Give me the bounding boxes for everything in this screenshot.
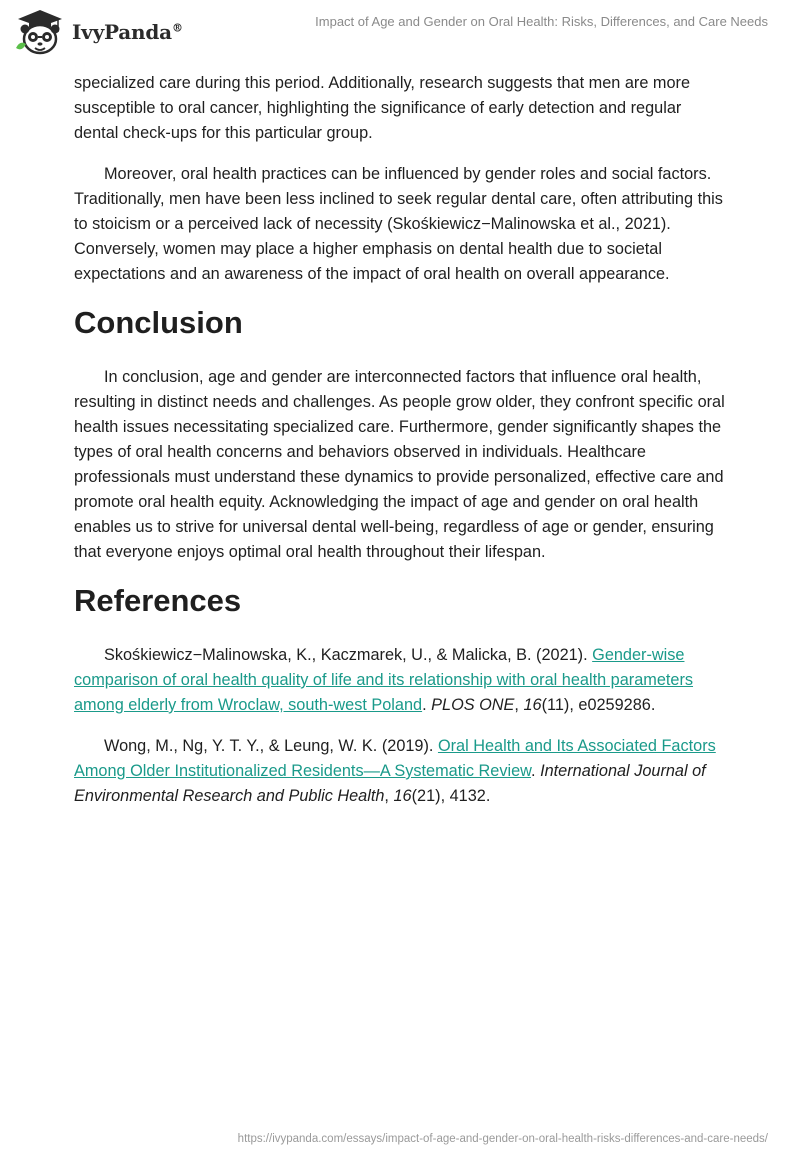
- footer-source-url[interactable]: https://ivypanda.com/essays/impact-of-age-and-gender-on-oral-health-risks-differences-and-care-needs/: [237, 1133, 768, 1145]
- reference-journal: International Journal of Environmental Research and Public Health: [74, 762, 706, 805]
- page-header: [0, 0, 800, 62]
- reference-punctuation: ,: [514, 696, 524, 714]
- conclusion-paragraph: In conclusion, age and gender are interconnected factors that influence oral health, resulting in distinct needs and challenges. As people grow older, they confront specific oral health issues necessitating specialized care. Furthermore, gender significantly shapes the types of oral health concerns and behaviors observed in individuals. Healthcare professionals must understand these dynamics to provide personalized, effective care and promote oral health equity. Acknowledging the impact of age and gender on oral health enables us to strive for universal dental well-being, regardless of age or gender, ensuring that everyone enjoys optimal oral health throughout their lifespan.: [74, 368, 725, 561]
- ivypanda-logo[interactable]: [14, 8, 183, 56]
- reference-punctuation: .: [422, 696, 432, 714]
- panda-graduate-icon: [14, 8, 66, 56]
- paragraph-continued: specialized care during this period. Additionally, research suggests that men are more susceptible to oral cancer, highlighting the significance of early detection and regular dental check-ups for this particular group.: [74, 74, 690, 142]
- reference-issue-pages: (11), e0259286.: [541, 696, 656, 714]
- brand-name: IvyPanda®: [72, 20, 183, 44]
- reference-title-link[interactable]: Gender-wise comparison of oral health quality of life and its relationship with oral health parameters among elderly from Wroclaw, south-west Poland: [74, 646, 694, 714]
- conclusion-heading: Conclusion: [74, 305, 243, 340]
- reference-volume: 16: [523, 696, 542, 714]
- reference-journal: PLOS ONE: [431, 696, 515, 714]
- reference-item: [74, 734, 726, 809]
- reference-item: [74, 643, 726, 718]
- reference-issue-pages: (21), 4132.: [411, 787, 491, 805]
- reference-title-link[interactable]: Oral Health and Its Associated Factors Among Older Institutionalized Residents—A Systematic Review: [74, 737, 716, 780]
- reference-punctuation: .: [531, 762, 541, 780]
- references-heading: References: [74, 583, 242, 618]
- essay-content: [74, 71, 726, 825]
- paragraph-gender-practices: Moreover, oral health practices can be influenced by gender roles and social factors. Traditionally, men have been less inclined to seek regular dental care, often attributing this to stoicism or a perceived lack of necessity (Skośkiewicz−Malinowska et al., 2021). Conversely, women may place a higher emphasis on dental health due to societal expectations and an awareness of the impact of oral health on overall appearance.: [74, 165, 723, 283]
- reference-volume: 16: [393, 787, 412, 805]
- reference-authors: Wong, M., Ng, Y. T. Y., & Leung, W. K. (2019).: [104, 737, 438, 755]
- reference-authors: Skośkiewicz−Malinowska, K., Kaczmarek, U., & Malicka, B. (2021).: [104, 646, 593, 664]
- document-title: Impact of Age and Gender on Oral Health: Risks, Differences, and Care Needs: [315, 14, 768, 29]
- reference-punctuation: ,: [384, 787, 394, 805]
